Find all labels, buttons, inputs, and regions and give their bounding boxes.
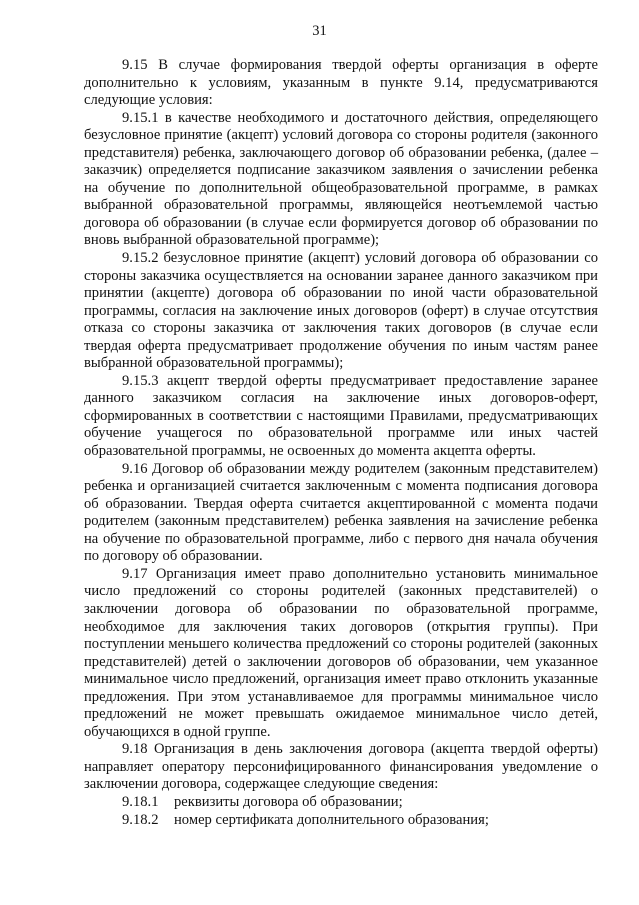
paragraph-9-16: 9.16 Договор об образовании между родителем (законным представителем) ребенка и организацией считается заключенным с момента подписания договора об образовании. Твердая оферта считается акцептированной с момента подачи родителем (законным представителем) ребенка заявления на зачисление ребенка на обучение по образовательной программе, либо с первого дня начала обучения по договору об образовании. <box>84 460 598 565</box>
page-number: 31 <box>312 23 327 39</box>
paragraph-9-15: 9.15 В случае формирования твердой оферты организация в оферте дополнительно к условиям, указанным в пункте 9.14, предусматриваются следующие условия: <box>84 57 598 109</box>
clause-text: номер сертификата дополнительного образования; <box>174 811 489 828</box>
paragraph-9-15-3: 9.15.3 акцепт твердой оферты предусматривает предоставление заранее данного заказчиком согласия на заключение иных договоров-оферт, сформированных в соответствии с настоящими Правилами, предусматривающих обучение учащегося по образовательной программе или иных частей образовательной программы, не освоенных до момента акцепта оферты. <box>84 372 598 460</box>
clause-9-18-1 <box>84 794 598 812</box>
document-body <box>84 57 598 829</box>
paragraph-9-17: 9.17 Организация имеет право дополнительно установить минимальное число предложений со стороны родителей (законных представителей) о заключении договора об образовании по образовательной программе, необходимое для заключения таких договоров (открытия группы). При поступлении меньшего количества предложений со стороны родителей (законных представителей) детей о заключении договоров об образовании, чем указанное минимальное число предложений, организация имеет право отклонить указанные предложения. При этом устанавливаемое для программы минимальное число предложений не может превышать ожидаемое минимальное число детей, обучающихся в одной группе. <box>84 565 598 740</box>
paragraph-9-15-1: 9.15.1 в качестве необходимого и достаточного действия, определяющего безусловное принятие (акцепт) условий договора со стороны родителя (законного представителя) ребенка, заключающего договор об образовании ребенка, (далее – заказчик) определяется подписание заказчиком заявления о зачислении ребенка на обучение по дополнительной общеобразовательной программе, в рамках выбранной образовательной программы, являющейся неотъемлемой частью договора об образовании (в случае если формируется договор об образовании по вновь выбранной образовательной программе); <box>84 109 598 249</box>
paragraph-9-18: 9.18 Организация в день заключения договора (акцепта твердой оферты) направляет оператору персонифицированного финансирования уведомление о заключении договора, содержащее следующие сведения: <box>84 741 598 793</box>
paragraph-9-15-2: 9.15.2 безусловное принятие (акцепт) условий договора об образовании со стороны заказчика осуществляется на основании заранее данного заказчиком при принятии (акцепте) договора об образовании по иной части образовательной программы, согласия на заключение иных договоров (оферт) в случае отсутствия отказа со стороны заказчика от заключения таких договоров (в случае если твердая оферта предусматривает продолжение обучения по иным частям ранее выбранной образовательной программы); <box>84 250 598 372</box>
clause-9-18-2 <box>84 812 598 830</box>
clause-text: реквизиты договора об образовании; <box>174 793 403 810</box>
clause-number: 9.18.2 <box>122 811 159 828</box>
clause-number: 9.18.1 <box>122 793 159 810</box>
